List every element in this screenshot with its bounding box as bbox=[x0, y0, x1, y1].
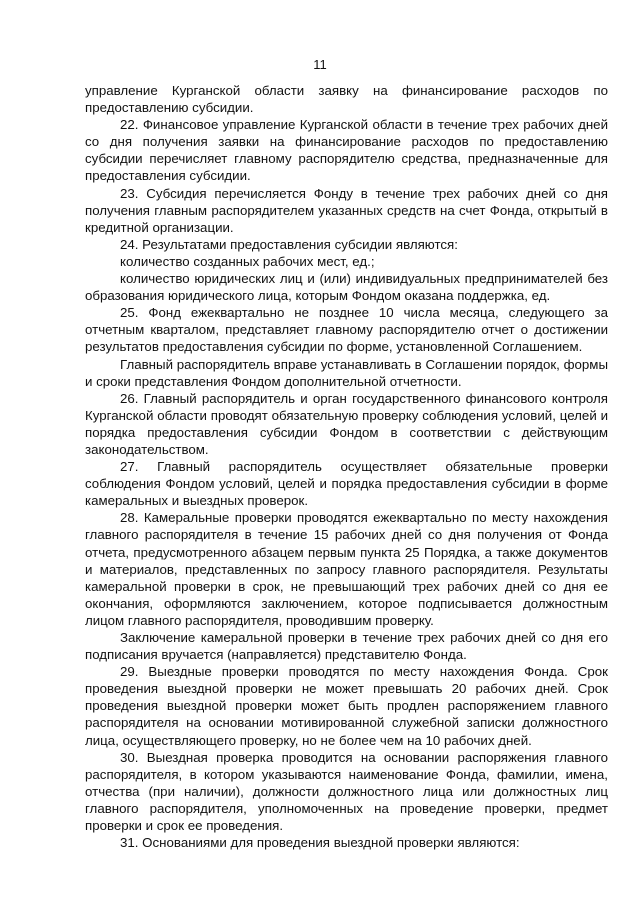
paragraph-28: 28. Камеральные проверки проводятся ежеквартально по месту нахождения главного распорядителя в течение 15 рабочих дней со дня получения от Фонда отчета, предусмотренного абзацем первым пункта 25 Порядка, а также документов и материалов, представленных по запросу главного распорядителя. Результаты камеральной проверки в срок, не превышающий трех рабочих дней со дня ее окончания, оформляются заключением, которое подписывается должностным лицом главного распорядителя, проводившим проверку. bbox=[85, 510, 608, 628]
paragraph-27: 27. Главный распорядитель осуществляет обязательные проверки соблюдения Фондом условий, целей и порядка предоставления субсидии в форме камеральных и выездных проверок. bbox=[85, 459, 608, 509]
paragraph-continuation: управление Курганской области заявку на финансирование расходов по предоставлению субсидии. bbox=[85, 83, 608, 116]
paragraph-24-item-1: количество созданных рабочих мест, ед.; bbox=[120, 253, 375, 269]
paragraph-23: 23. Субсидия перечисляется Фонду в течение трех рабочих дней со дня получения главным распорядителем указанных средств на счет Фонда, открытый в кредитной организации. bbox=[85, 185, 608, 235]
paragraph-31: 31. Основаниями для проведения выездной проверки являются: bbox=[120, 835, 520, 851]
document-body bbox=[85, 82, 608, 851]
paragraph-24: 24. Результатами предоставления субсидии являются: bbox=[120, 236, 458, 252]
paragraph-25: 25. Фонд ежеквартально не позднее 10 числа месяца, следующего за отчетным кварталом, представляет главному распорядителю отчет о достижении результатов предоставления субсидии по форме, установленной Соглашением. bbox=[85, 305, 608, 355]
paragraph-24-item-2: количество юридических лиц и (или) индивидуальных предпринимателей без образования юридического лица, которым Фондом оказана поддержка, ед. bbox=[85, 271, 608, 304]
page-number: 11 bbox=[313, 57, 327, 72]
paragraph-25-addendum: Главный распорядитель вправе устанавливать в Соглашении порядок, формы и сроки представления Фондом дополнительной отчетности. bbox=[85, 356, 608, 389]
paragraph-28-addendum: Заключение камеральной проверки в течение трех рабочих дней со дня его подписания вручается (направляется) представителю Фонда. bbox=[85, 630, 608, 663]
paragraph-26: 26. Главный распорядитель и орган государственного финансового контроля Курганской области проводят обязательную проверку соблюдения условий, целей и порядка предоставления субсидии Фондом в соответствии с действующим законодательством. bbox=[85, 390, 608, 457]
paragraph-30: 30. Выездная проверка проводится на основании распоряжения главного распорядителя, в котором указываются наименование Фонда, фамилии, имена, отчества (при наличии), должности должностного лица или должностных лиц главного распорядителя, уполномоченных на проведение проверки, предмет проверки и срок ее проведения. bbox=[85, 749, 608, 834]
paragraph-29: 29. Выездные проверки проводятся по месту нахождения Фонда. Срок проведения выездной проверки не может превышать 20 рабочих дней. Срок проведения выездной проверки может быть продлен распоряжением главного распорядителя на основании мотивированной служебной записки должностного лица, осуществляющего проверку, но не более чем на 10 рабочих дней. bbox=[85, 664, 608, 748]
paragraph-22: 22. Финансовое управление Курганской области в течение трех рабочих дней со дня получения заявки на финансирование расходов по предоставлению субсидии перечисляет главному распорядителю средства, предназначенные для предоставления субсидии. bbox=[85, 117, 608, 184]
